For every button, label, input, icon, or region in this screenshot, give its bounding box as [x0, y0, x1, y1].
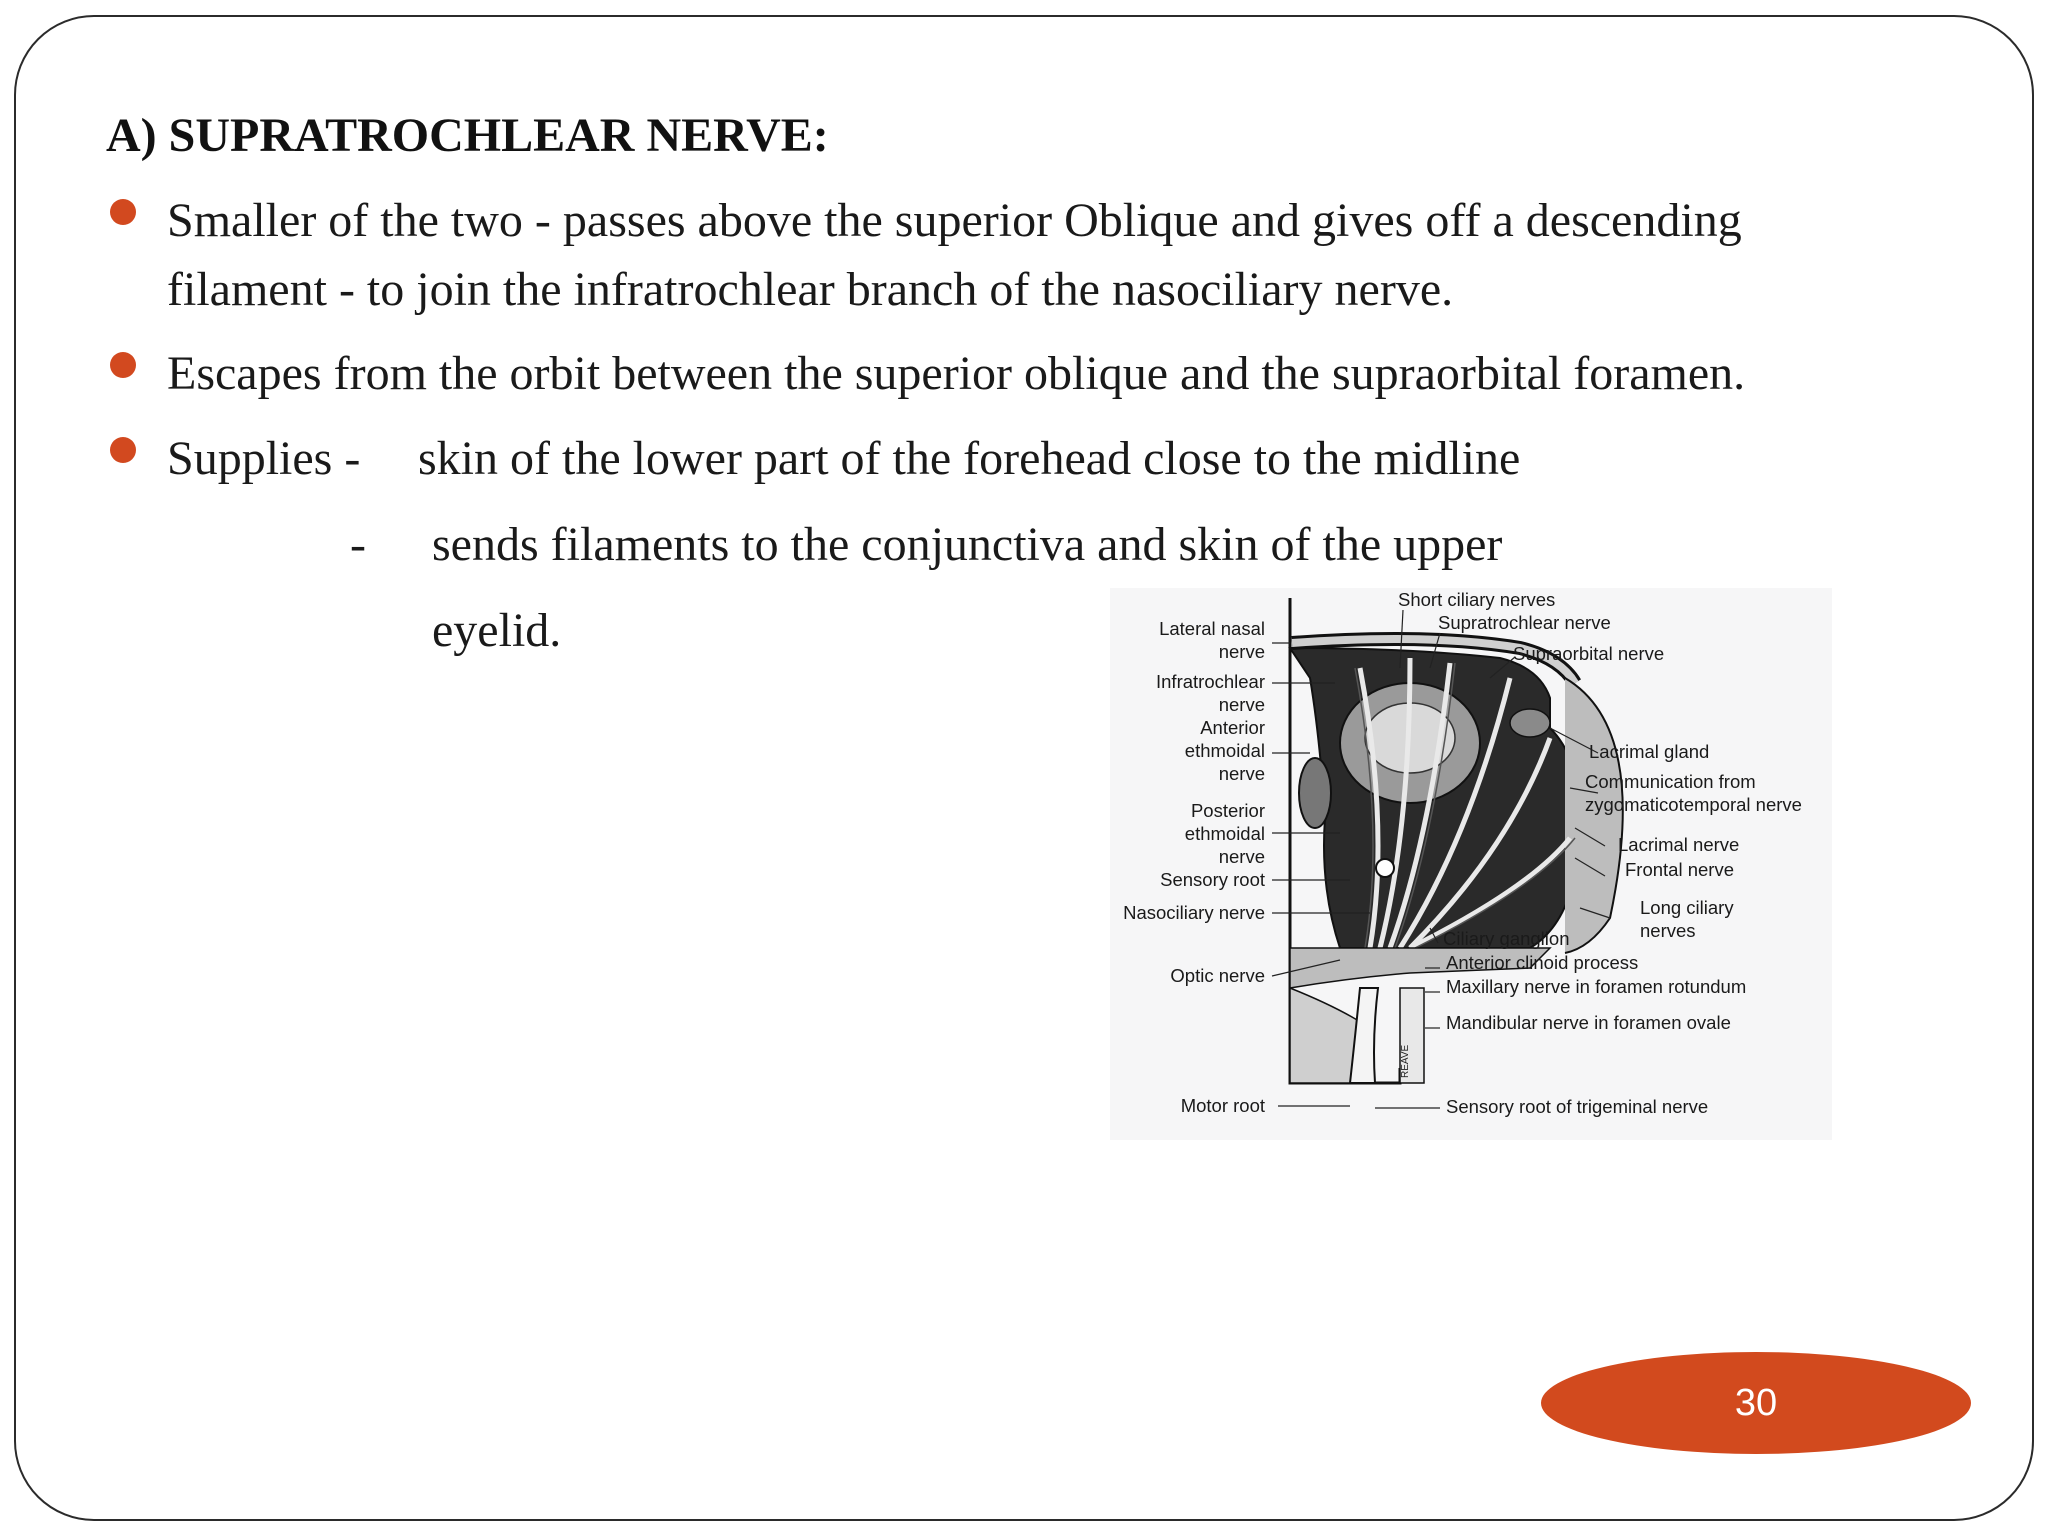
trigeminal-root — [1350, 988, 1378, 1083]
orbit-nerves-diagram — [1110, 588, 1832, 1140]
label-short-ciliary: Short ciliary nerves — [1398, 589, 1556, 610]
ethmoid-cells — [1299, 758, 1331, 828]
label-maxillary: Maxillary nerve in foramen rotundum — [1446, 976, 1747, 997]
lacrimal-gland — [1510, 709, 1550, 737]
bullet-dot — [110, 199, 136, 225]
label-ciliary-ganglion: Ciliary ganglion — [1443, 928, 1570, 949]
label-lacrimal-gland: Lacrimal gland — [1589, 741, 1710, 762]
label-communication-1: Communication from — [1585, 771, 1756, 792]
label-posterior-ethmoidal-2: ethmoidal — [1184, 823, 1265, 844]
lateral-wall — [1565, 678, 1623, 953]
page-number-badge — [1541, 1352, 1971, 1454]
bullet-1-line-2: filament - to join the infratrochlear branch of the nasociliary nerve. — [167, 263, 1454, 316]
label-anterior-ethmoidal-3: nerve — [1218, 763, 1265, 784]
label-sensory-root: Sensory root — [1160, 869, 1265, 890]
label-communication-2: zygomaticotemporal nerve — [1585, 794, 1802, 815]
label-anterior-ethmoidal-2: ethmoidal — [1184, 740, 1265, 761]
label-supraorbital: Supraorbital nerve — [1513, 643, 1665, 664]
label-frontal-nerve: Frontal nerve — [1625, 859, 1734, 880]
bullet-2-line-1: Escapes from the orbit between the superior oblique and the supraorbital foramen. — [167, 347, 1746, 400]
label-supratrochlear: Supratrochlear nerve — [1438, 612, 1611, 633]
label-posterior-ethmoidal-1: Posterior — [1190, 800, 1265, 821]
page-number: 30 — [1734, 1381, 1778, 1424]
label-anterior-ethmoidal-1: Anterior — [1200, 717, 1265, 738]
bullet-3-line-3: eyelid. — [432, 604, 562, 657]
label-infratrochlear-1: Infratrochlear — [1156, 671, 1265, 692]
label-sensory-trigeminal: Sensory root of trigeminal nerve — [1446, 1096, 1709, 1117]
label-lateral-nasal-1: Lateral nasal — [1159, 618, 1265, 639]
label-optic-nerve: Optic nerve — [1170, 965, 1265, 986]
label-anterior-clinoid: Anterior clinoid process — [1446, 952, 1639, 973]
bullet-dot — [110, 352, 136, 378]
label-nasociliary-nerve: Nasociliary nerve — [1123, 902, 1265, 923]
label-long-ciliary-1: Long ciliary — [1640, 897, 1734, 918]
label-lateral-nasal-2: nerve — [1218, 641, 1265, 662]
label-posterior-ethmoidal-3: nerve — [1218, 846, 1265, 867]
bullet-3-dash: - — [350, 518, 366, 571]
label-motor-root: Motor root — [1180, 1095, 1265, 1116]
bullet-3-line-2: sends filaments to the conjunctiva and skin of the upper — [432, 518, 1503, 571]
label-mandibular: Mandibular nerve in foramen ovale — [1446, 1012, 1731, 1033]
bullet-3-line-1: skin of the lower part of the forehead close to the midline — [418, 432, 1521, 485]
label-long-ciliary-2: nerves — [1640, 920, 1696, 941]
ciliary-ganglion — [1376, 859, 1394, 877]
label-infratrochlear-2: nerve — [1218, 694, 1265, 715]
orbit-nerves-figure — [1110, 588, 1832, 1140]
label-lacrimal-nerve: Lacrimal nerve — [1618, 834, 1740, 855]
bullet-1-line-1: Smaller of the two - passes above the superior Oblique and gives off a descending — [167, 194, 1742, 247]
bullet-3-prefix: Supplies - — [167, 432, 361, 485]
slide-title: A) SUPRATROCHLEAR NERVE: — [106, 109, 829, 162]
bullet-dot — [110, 437, 136, 463]
artist-signature: REAVE — [1400, 1044, 1411, 1078]
